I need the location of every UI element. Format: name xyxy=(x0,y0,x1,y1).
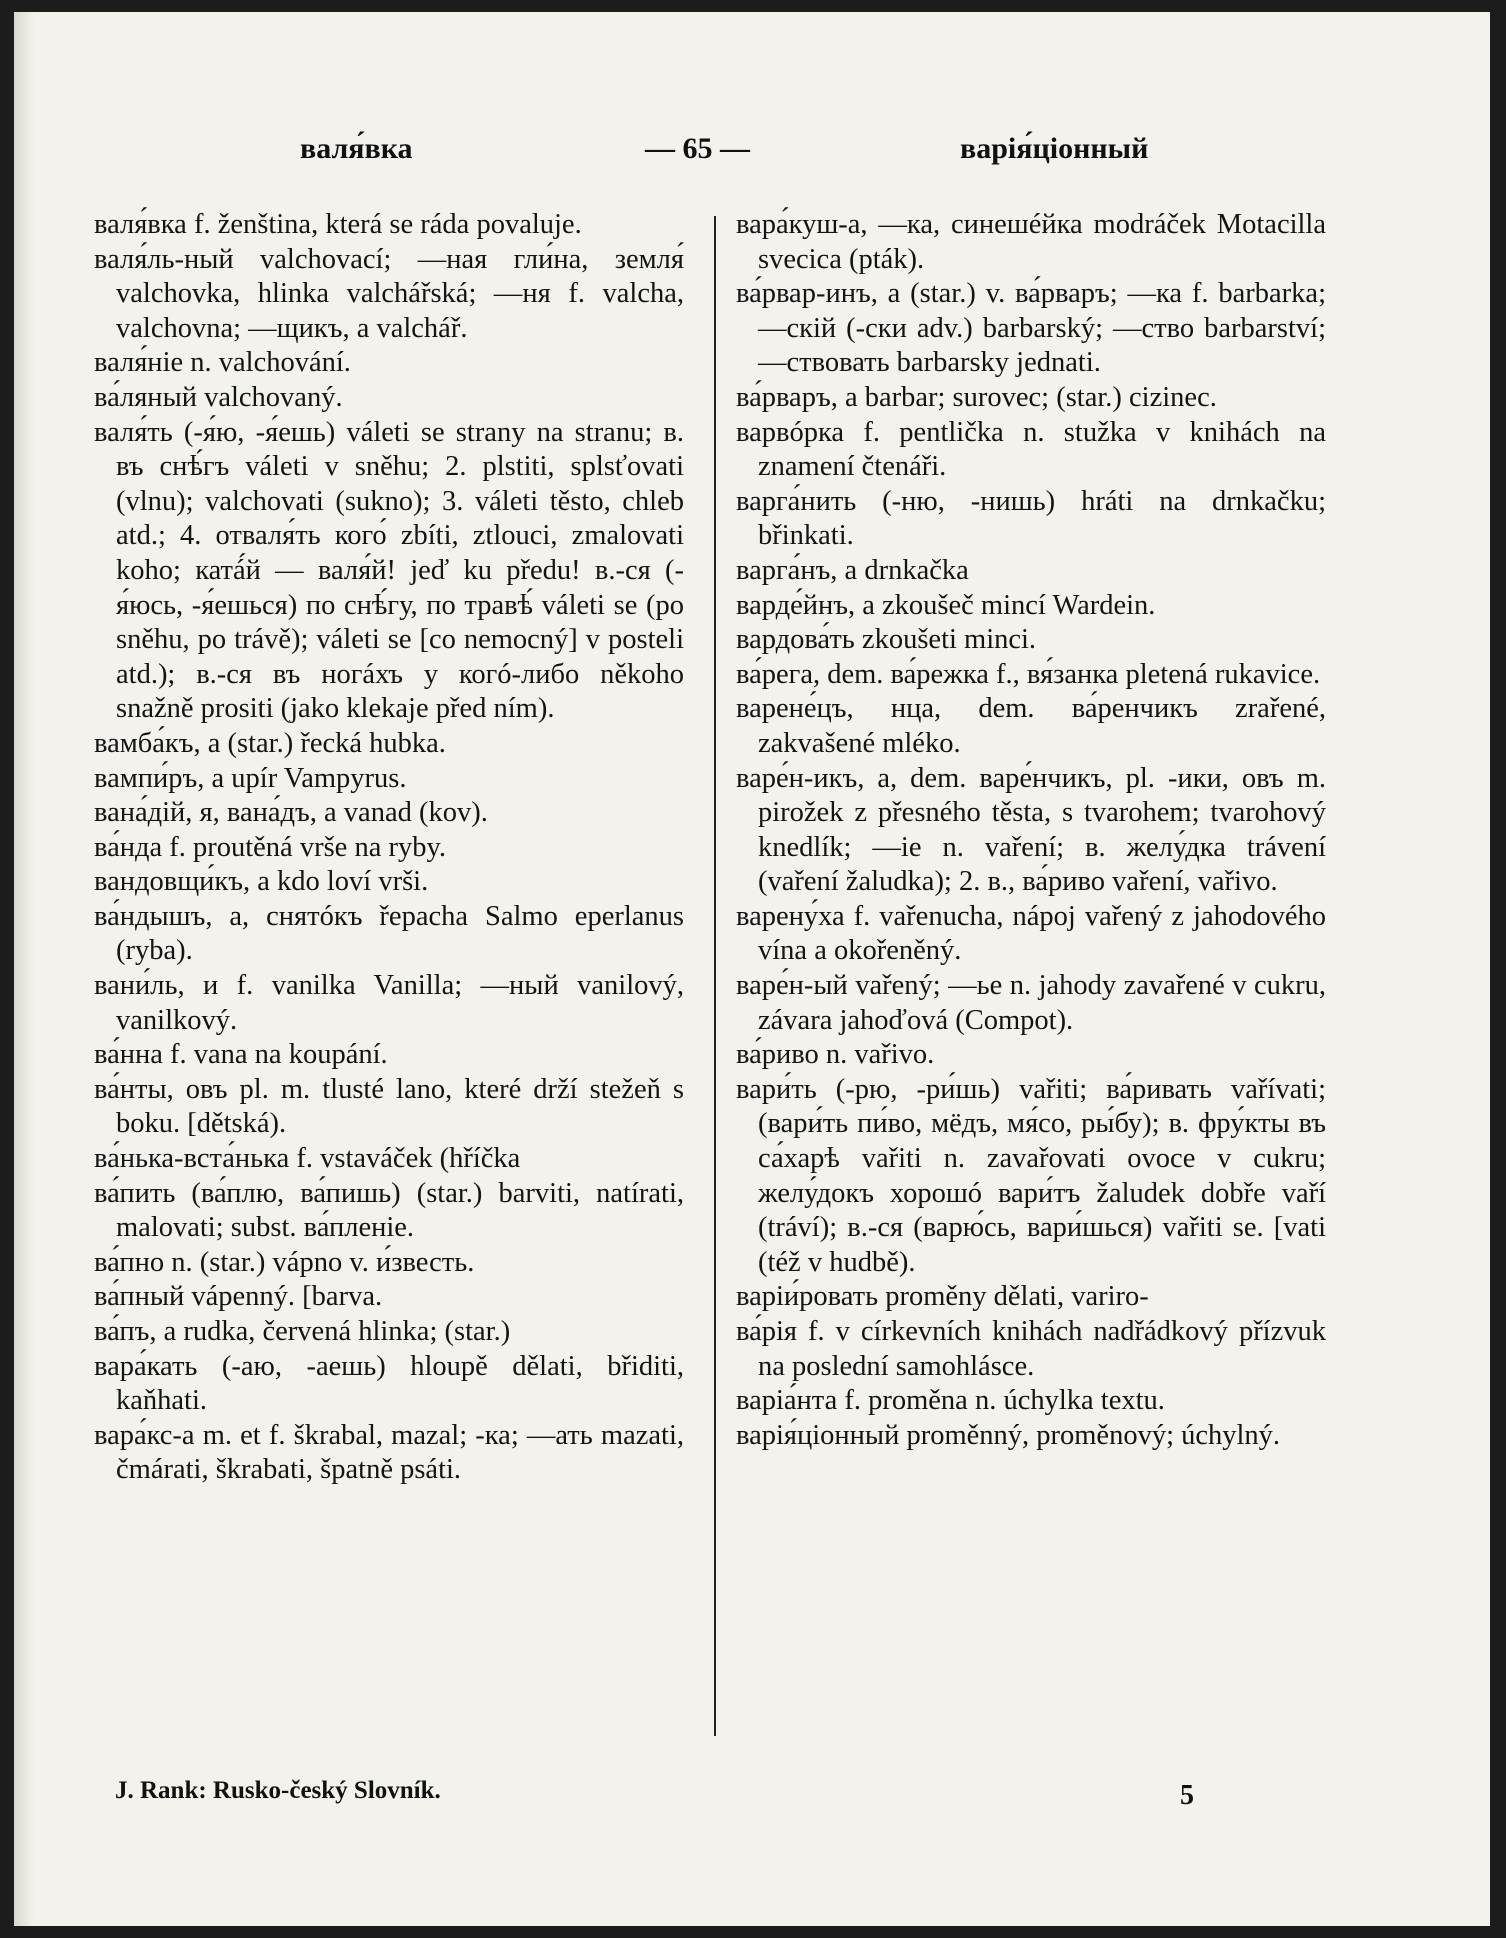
dictionary-entry: варiя́цiонный proměnný, proměnový; úchylný. xyxy=(736,1419,1281,1451)
dictionary-entry: валя́вка f. ženština, která se ráda povaluje. xyxy=(94,209,582,240)
dictionary-entry: варга́нъ, a drnkačka xyxy=(736,554,969,586)
dictionary-entry: валя́ль-ный valchovací; —ная гли́на, земля́ valchovka, hlinka valchářská; —ня f. valcha, valchovna; —щикъ, a valchář. xyxy=(94,243,684,344)
dictionary-entry: ва́нда f. proutěná vrše na ryby. xyxy=(94,831,446,863)
dictionary-entry: вари́ть (-рю, -ри́шь) vařiti; ва́ривать vařívati; (вари́ть пи́во, мёдъ, мя́со, ры́бу); в. фру́кты въ са́харѣ vařiti n. zavařovati ovoce v cukru; желу́докъ хорошó вари́тъ žaludek dobře vaří (tráví); в.-ся (варю́сь, вари́шься) vařiti se. [vati (též v hudbě). xyxy=(736,1073,1326,1278)
dictionary-entry: варене́цъ, нца, dem. ва́ренчикъ zrařené, zakvašené mléko. xyxy=(736,693,1326,759)
dictionary-entry: ва́ндышъ, a, снятóкъ řepacha Salmo eperlanus (ryba). xyxy=(94,900,684,967)
column-divider xyxy=(714,216,716,1736)
dictionary-entry: ва́риво n. vařivo. xyxy=(736,1039,935,1071)
dictionary-entry: варе́н-ый vařený; —ье n. jahody zavařené v cukru, závara jahoďová (Compot). xyxy=(736,970,1326,1036)
dictionary-entry: валя́ть (-я́ю, -я́ешь) váleti se strany na stranu; в. въ снѣ́гъ váleti v sněhu; 2. plstiti, splsťovati (vlnu); valchovati (sukno); 3. váleti těsto, chleb atd.; 4. отваля́ть кого́ zbíti, ztlouci, zmalovati koho; катá́й — валя́й! jeď ku předu! в.-ся (-я́юсь, -я́ешься) по снѣ́гу, по травѣ́ váleti se (po sněhu, po trávě); váleti se [co nemocný] v posteli atd.); в.-ся въ ногáхъ у когó-либо někoho snažně prositi (jako klekaje před ním). xyxy=(94,416,684,725)
dictionary-entry: ва́пить (ва́плю, ва́пишь) (star.) barviti, natírati, malovati; subst. ва́пленiе. xyxy=(94,1177,684,1244)
page-number: — 65 — xyxy=(645,132,750,165)
dictionary-entry: варде́йнъ, a zkoušeč mincí Wardein. xyxy=(736,589,1156,621)
dictionary-entry: вана́дiй, я, вана́дъ, a vanad (kov). xyxy=(94,797,488,829)
dictionary-entry: вампи́ръ, a upír Vampyrus. xyxy=(94,762,407,794)
dictionary-entry: ва́нна f. vana na koupání. xyxy=(94,1039,388,1071)
dictionary-entry: вара́куш-а, —ка, синешéйка modráček Motacilla svecica (pták). xyxy=(736,209,1326,275)
dictionary-entry: варену́ха f. vařenucha, nápoj vařený z jahodového vína a okořeněný. xyxy=(736,900,1326,967)
dictionary-entry: ва́рега, dem. ва́режка f., вя́занка pletená rukavice. xyxy=(736,658,1321,690)
dictionary-entry: ва́пный vápenný. [barva. xyxy=(94,1281,383,1313)
dictionary-entry: вардова́ть zkoušeti minci. xyxy=(736,624,1037,656)
footer-citation: J. Rank: Rusko-český Slovník. xyxy=(115,1777,441,1804)
page-gutter xyxy=(14,12,34,1926)
dictionary-entry: вандовщи́къ, a kdo loví vrši. xyxy=(94,866,429,898)
dictionary-entry: ва́рвар-инъ, a (star.) v. ва́рваръ; —ка f. barbarka; —скiй (-ски adv.) barbarský; —ство barbarství; —ствовать barbarsky jednati. xyxy=(736,278,1326,379)
dictionary-entry: ва́нты, овъ pl. m. tlusté lano, které drží stežeň s boku. [dětská). xyxy=(94,1073,684,1140)
dictionary-entry: вани́ль, и f. vanilka Vanilla; —ный vanilový, vanilkový. xyxy=(94,970,684,1036)
dictionary-entry: вара́кс-а m. et f. škrabal, mazal; -ка; —ать mazati, čmárati, škrabati, špatně psáti. xyxy=(94,1419,684,1486)
dictionary-entry: варiи́ровать proměny dělati, variro- xyxy=(736,1281,1149,1313)
running-header xyxy=(0,132,1506,172)
dictionary-entry: ва́ляный valchovaný. xyxy=(94,381,343,413)
dictionary-entry: варiа́нта f. proměna n. úchylka textu. xyxy=(736,1385,1165,1417)
dictionary-entry: варга́нить (-ню, -нишь) hráti na drnkačku; břinkati. xyxy=(736,485,1326,552)
dictionary-entry: ва́пъ, a rudka, červená hlinka; (star.) xyxy=(94,1316,511,1347)
dictionary-entry: ва́рiя f. v církevních knihách nadřádkový přízvuk na poslední samohlásce. xyxy=(736,1316,1326,1382)
dictionary-entry: ва́нька-вста́нька f. vstaváček (hříčka xyxy=(94,1143,521,1175)
dictionary-entry: валя́нiе n. valchování. xyxy=(94,347,351,379)
right-column xyxy=(736,208,1326,1453)
dictionary-entry: ва́рваръ, a barbar; surovec; (star.) cizinec. xyxy=(736,381,1217,413)
dictionary-entry: варе́н-икъ, a, dem. варе́нчикъ, pl. -ики, овъ m. pirožek z přesného těsta, s tvarohem; tvarohový knedlík; —ie n. vaření; в. желу́дка trávení (vaření žaludka); 2. в., ва́риво vaření, vařivo. xyxy=(736,762,1326,898)
dictionary-entry: варвóрка f. pentlička n. stužka v knihách na znamení čtenáři. xyxy=(736,416,1326,483)
dictionary-entry: вара́кать (-аю, -аешь) hloupě dělati, břiditi, kaňhati. xyxy=(94,1350,684,1417)
right-guide-word: варiя́цiонный xyxy=(960,132,1149,165)
signature-mark: 5 xyxy=(1180,1780,1194,1811)
left-guide-word: валя́вка xyxy=(300,132,413,165)
dictionary-entry: вамба́къ, a (star.) řecká hubka. xyxy=(94,727,446,759)
dictionary-entry: ва́пно n. (star.) vápno v. и́звесть. xyxy=(94,1246,475,1278)
left-column xyxy=(94,208,684,1488)
